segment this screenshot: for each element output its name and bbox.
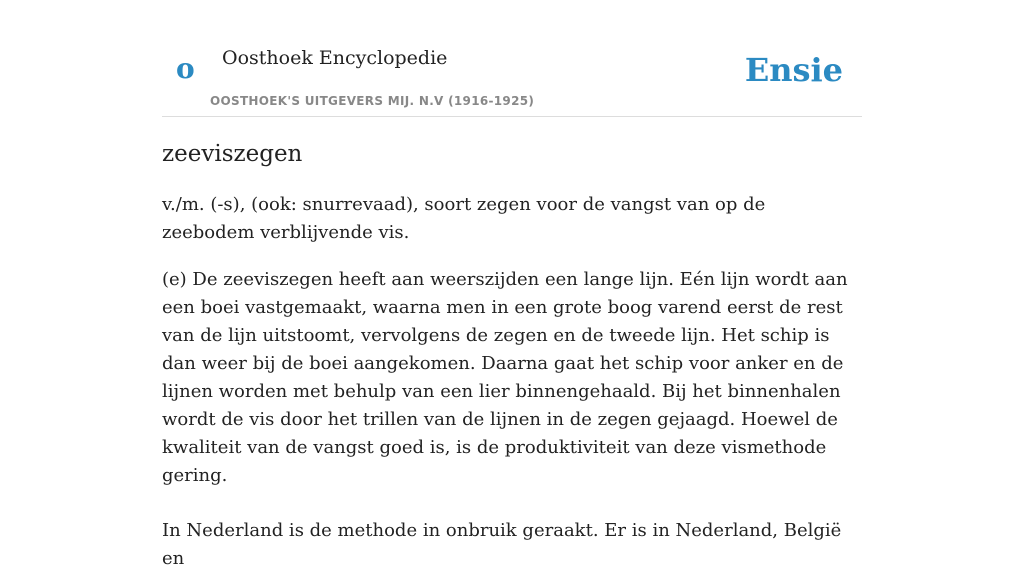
source-title[interactable]: Oosthoek Encyclopedie: [222, 47, 448, 69]
source-logo[interactable]: o: [176, 52, 195, 85]
source-publisher: OOSTHOEK'S UITGEVERS MIJ. N.V (1916-1925): [210, 94, 535, 108]
definition-paragraph: v./m. (-s), (ook: snurrevaad), soort zegen voor de vangst van op de zeebodem verblijvende vis.: [162, 194, 766, 243]
note-paragraph: In Nederland is de methode in onbruik geraakt. Er is in Nederland, België en: [162, 520, 842, 569]
source-header: [162, 0, 862, 117]
article-term: zeeviszegen: [162, 141, 303, 167]
article-body: [162, 137, 862, 573]
brand-logo-link[interactable]: Ensie: [744, 51, 843, 89]
description-paragraph: (e) De zeeviszegen heeft aan weerszijden een lange lijn. Eén lijn wordt aan een boei vastgemaakt, waarna men in een grote boog varend eerst de rest van de lijn uitstoomt, vervolgens de zegen en de tweede lijn. Het schip is dan weer bij de boei aangekomen. Daarna gaat het schip voor anker en de lijnen worden met behulp van een lier binnengehaald. Bij het binnenhalen wordt de vis door het trillen van de lijnen in de zegen gejaagd. Hoewel de kwaliteit van de vangst goed is, is de produktiviteit van deze vismethode gering.: [162, 269, 848, 486]
